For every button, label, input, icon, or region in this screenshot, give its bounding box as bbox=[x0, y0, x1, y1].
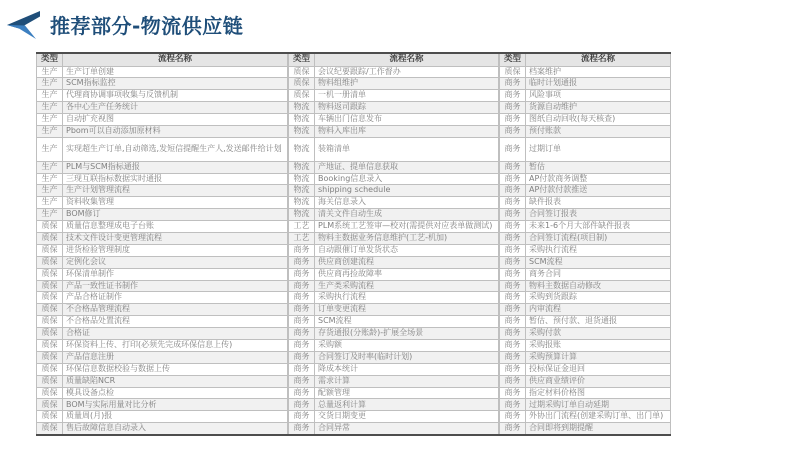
process-name-cell: 质量缺陷NCR bbox=[63, 375, 288, 387]
process-name-cell: 档案维护 bbox=[526, 66, 671, 78]
table-row bbox=[37, 351, 288, 363]
table-row bbox=[500, 197, 671, 209]
process-name-cell: 生产类采购流程 bbox=[315, 280, 499, 292]
table-row bbox=[37, 173, 288, 185]
table-row bbox=[289, 340, 499, 352]
type-cell: 商务 bbox=[289, 387, 315, 399]
type-cell: 商务 bbox=[500, 173, 526, 185]
table-row bbox=[500, 292, 671, 304]
table-row bbox=[500, 423, 671, 435]
type-cell: 质保 bbox=[37, 363, 63, 375]
type-cell: 生产 bbox=[37, 197, 63, 209]
process-name-cell: PLM与SCM指标通报 bbox=[63, 161, 288, 173]
header-row bbox=[37, 53, 288, 66]
process-name-cell: 商务合同 bbox=[526, 268, 671, 280]
process-name-cell: 合同签订报表 bbox=[526, 209, 671, 221]
type-cell: 商务 bbox=[500, 161, 526, 173]
table-row bbox=[289, 387, 499, 399]
process-name-cell: 合同即将到期提醒 bbox=[526, 423, 671, 435]
type-cell: 物流 bbox=[289, 137, 315, 161]
table-row bbox=[289, 161, 499, 173]
process-name-cell: AP付款付款推送 bbox=[526, 185, 671, 197]
table-row bbox=[37, 161, 288, 173]
table-row bbox=[289, 292, 499, 304]
type-cell: 质保 bbox=[37, 423, 63, 435]
table-row bbox=[500, 232, 671, 244]
process-name-cell: 缺件报表 bbox=[526, 197, 671, 209]
table-row bbox=[500, 209, 671, 221]
table-row bbox=[37, 363, 288, 375]
process-name-cell: 暂估 bbox=[526, 161, 671, 173]
type-cell: 商务 bbox=[500, 363, 526, 375]
table-row bbox=[289, 304, 499, 316]
type-cell: 生产 bbox=[37, 90, 63, 102]
process-name-cell: Pbom可以自动添加原材料 bbox=[63, 125, 288, 137]
type-cell: 质保 bbox=[37, 375, 63, 387]
process-name-cell: 物料返司跟踪 bbox=[315, 102, 499, 114]
type-cell: 质保 bbox=[37, 280, 63, 292]
type-cell: 质保 bbox=[289, 66, 315, 78]
table-row bbox=[289, 232, 499, 244]
process-name-cell: 过期订单 bbox=[526, 137, 671, 161]
process-name-cell: shipping schedule bbox=[315, 185, 499, 197]
table-row bbox=[500, 125, 671, 137]
process-name-cell: 未来1-6个月大部件缺件报表 bbox=[526, 221, 671, 233]
table-row bbox=[37, 375, 288, 387]
process-name-cell: 图纸自动回收(每天核查) bbox=[526, 114, 671, 126]
process-name-cell: 交货日期变更 bbox=[315, 411, 499, 423]
type-cell: 质保 bbox=[289, 78, 315, 90]
process-table-3 bbox=[499, 52, 671, 436]
type-cell: 质保 bbox=[37, 411, 63, 423]
process-name-cell: 质量信息整理成电子台账 bbox=[63, 221, 288, 233]
type-cell: 质保 bbox=[37, 340, 63, 352]
type-cell: 商务 bbox=[500, 221, 526, 233]
table-row bbox=[289, 125, 499, 137]
type-cell: 生产 bbox=[37, 209, 63, 221]
page-title: 推荐部分-物流供应链 bbox=[50, 14, 244, 38]
type-cell: 工艺 bbox=[289, 232, 315, 244]
process-name-cell: 合同签订流程(项目制) bbox=[526, 232, 671, 244]
process-name-cell: SCM指标监控 bbox=[63, 78, 288, 90]
table-row bbox=[37, 387, 288, 399]
table-row bbox=[289, 114, 499, 126]
process-name-cell: 采购付款 bbox=[526, 328, 671, 340]
type-cell: 商务 bbox=[289, 351, 315, 363]
type-cell: 质保 bbox=[37, 256, 63, 268]
type-cell: 质保 bbox=[37, 351, 63, 363]
type-cell: 物流 bbox=[289, 209, 315, 221]
table-row bbox=[289, 90, 499, 102]
table-row bbox=[500, 268, 671, 280]
process-name-cell: 一机一册清单 bbox=[315, 90, 499, 102]
process-name-cell: 自动跟催订单发货状态 bbox=[315, 244, 499, 256]
table-row bbox=[289, 78, 499, 90]
process-name-cell: 实现超生产订单,自动筛选,发短信提醒生产人,发送邮件给计划 bbox=[63, 137, 288, 161]
table-row bbox=[289, 316, 499, 328]
type-cell: 生产 bbox=[37, 78, 63, 90]
type-cell: 质保 bbox=[37, 221, 63, 233]
table-row bbox=[289, 268, 499, 280]
table-row bbox=[289, 399, 499, 411]
table-row bbox=[500, 244, 671, 256]
table-row bbox=[37, 304, 288, 316]
table-row bbox=[500, 363, 671, 375]
type-cell: 商务 bbox=[289, 292, 315, 304]
type-cell: 物流 bbox=[289, 161, 315, 173]
type-cell: 商务 bbox=[289, 328, 315, 340]
process-name-cell: 风险事项 bbox=[526, 90, 671, 102]
table-row bbox=[500, 66, 671, 78]
process-name-cell: 预付账款 bbox=[526, 125, 671, 137]
type-cell: 质保 bbox=[289, 90, 315, 102]
process-name-cell: 订单变更流程 bbox=[315, 304, 499, 316]
table-row bbox=[289, 102, 499, 114]
process-name-cell: 投标保证金退回 bbox=[526, 363, 671, 375]
process-name-column-header: 流程名称 bbox=[63, 53, 288, 66]
process-name-cell: 采购执行流程 bbox=[526, 244, 671, 256]
table-row bbox=[289, 185, 499, 197]
process-name-column-header: 流程名称 bbox=[315, 53, 499, 66]
type-cell: 商务 bbox=[289, 340, 315, 352]
table-row bbox=[500, 328, 671, 340]
type-cell: 质保 bbox=[37, 292, 63, 304]
type-cell: 物流 bbox=[289, 185, 315, 197]
process-name-cell: 售后故障信息自动录入 bbox=[63, 423, 288, 435]
process-name-cell: 代理商协调事项收集与反馈机制 bbox=[63, 90, 288, 102]
table-row bbox=[37, 399, 288, 411]
process-name-cell: 供应商再捡故障率 bbox=[315, 268, 499, 280]
type-cell: 生产 bbox=[37, 125, 63, 137]
table-row bbox=[500, 411, 671, 423]
process-name-cell: 生产订单创建 bbox=[63, 66, 288, 78]
type-cell: 商务 bbox=[500, 292, 526, 304]
table-row bbox=[500, 90, 671, 102]
table-row bbox=[289, 137, 499, 161]
type-cell: 商务 bbox=[289, 411, 315, 423]
type-cell: 商务 bbox=[500, 316, 526, 328]
process-name-cell: 产品一致性证书制作 bbox=[63, 280, 288, 292]
type-cell: 工艺 bbox=[289, 221, 315, 233]
process-name-cell: 配额管理 bbox=[315, 387, 499, 399]
process-name-cell: 三现互联指标数据实时通报 bbox=[63, 173, 288, 185]
table-row bbox=[500, 161, 671, 173]
process-name-cell: 海关信息录入 bbox=[315, 197, 499, 209]
type-cell: 质保 bbox=[37, 304, 63, 316]
type-cell: 商务 bbox=[289, 280, 315, 292]
process-name-cell: BOM与实际用量对比分析 bbox=[63, 399, 288, 411]
table-row bbox=[500, 185, 671, 197]
type-cell: 商务 bbox=[500, 375, 526, 387]
type-column-header: 类型 bbox=[289, 53, 315, 66]
type-cell: 质保 bbox=[37, 387, 63, 399]
table-row bbox=[37, 90, 288, 102]
process-name-cell: 各中心生产任务统计 bbox=[63, 102, 288, 114]
process-name-cell: PLM系统工艺签审—校对(需提供对应表单做测试) bbox=[315, 221, 499, 233]
type-cell: 生产 bbox=[37, 173, 63, 185]
table-row bbox=[37, 114, 288, 126]
process-name-cell: 会议纪要跟踪/工作督办 bbox=[315, 66, 499, 78]
process-name-cell: 存货通报(分账龄)-扩展全场景 bbox=[315, 328, 499, 340]
process-name-cell: AP付款商务调整 bbox=[526, 173, 671, 185]
type-cell: 商务 bbox=[500, 137, 526, 161]
process-name-cell: 采购执行流程 bbox=[315, 292, 499, 304]
process-name-cell: 环保资料上传、打印(必须先完成环保信息上传) bbox=[63, 340, 288, 352]
process-table-2 bbox=[288, 52, 499, 436]
process-name-cell: 环保清单制作 bbox=[63, 268, 288, 280]
table-row bbox=[500, 173, 671, 185]
table-row bbox=[37, 185, 288, 197]
process-name-cell: 定例化会议 bbox=[63, 256, 288, 268]
process-name-cell: 进货检验管理制度 bbox=[63, 244, 288, 256]
process-name-cell: 临时计划通报 bbox=[526, 78, 671, 90]
table-row bbox=[500, 280, 671, 292]
process-name-cell: 装箱清单 bbox=[315, 137, 499, 161]
type-cell: 商务 bbox=[500, 411, 526, 423]
type-cell: 商务 bbox=[289, 304, 315, 316]
table-row bbox=[500, 375, 671, 387]
table-row bbox=[37, 221, 288, 233]
table-row bbox=[37, 232, 288, 244]
process-name-cell: 产品合格证制作 bbox=[63, 292, 288, 304]
table-row bbox=[37, 292, 288, 304]
type-cell: 商务 bbox=[289, 316, 315, 328]
type-cell: 商务 bbox=[500, 423, 526, 435]
process-name-cell: 车辆出门信息发布 bbox=[315, 114, 499, 126]
type-cell: 商务 bbox=[500, 268, 526, 280]
type-cell: 生产 bbox=[37, 66, 63, 78]
process-name-cell: 生产计划管理流程 bbox=[63, 185, 288, 197]
type-cell: 物流 bbox=[289, 102, 315, 114]
slide-header bbox=[6, 10, 243, 39]
process-name-cell: 需求计算 bbox=[315, 375, 499, 387]
process-table-1 bbox=[36, 52, 288, 436]
type-cell: 商务 bbox=[289, 423, 315, 435]
type-cell: 质保 bbox=[500, 66, 526, 78]
table-row bbox=[500, 399, 671, 411]
process-name-cell: 资料收集管理 bbox=[63, 197, 288, 209]
process-name-cell: 采购预算计算 bbox=[526, 351, 671, 363]
type-cell: 商务 bbox=[500, 399, 526, 411]
process-name-cell: 过期采购订单自动延期 bbox=[526, 399, 671, 411]
process-name-cell: 清关文件自动生成 bbox=[315, 209, 499, 221]
type-cell: 生产 bbox=[37, 185, 63, 197]
table-row bbox=[37, 125, 288, 137]
process-name-cell: 模具设备点检 bbox=[63, 387, 288, 399]
process-name-cell: BOM修订 bbox=[63, 209, 288, 221]
process-name-cell: 总量返利计算 bbox=[315, 399, 499, 411]
process-name-column-header: 流程名称 bbox=[526, 53, 671, 66]
type-cell: 质保 bbox=[37, 399, 63, 411]
table-row bbox=[37, 209, 288, 221]
type-cell: 物流 bbox=[289, 125, 315, 137]
table-row bbox=[500, 102, 671, 114]
table-row bbox=[289, 363, 499, 375]
process-tables bbox=[36, 52, 671, 436]
type-cell: 物流 bbox=[289, 114, 315, 126]
process-name-cell: 暂估、预付款、退货通报 bbox=[526, 316, 671, 328]
process-name-cell: 指定材料价格图 bbox=[526, 387, 671, 399]
table-row bbox=[289, 244, 499, 256]
process-name-cell: 产地证、提单信息获取 bbox=[315, 161, 499, 173]
process-name-cell: 采购报账 bbox=[526, 340, 671, 352]
table-row bbox=[289, 221, 499, 233]
process-name-cell: 采购到货跟踪 bbox=[526, 292, 671, 304]
table-row bbox=[289, 328, 499, 340]
process-name-cell: 不合格品管理流程 bbox=[63, 304, 288, 316]
type-cell: 商务 bbox=[500, 256, 526, 268]
process-name-cell: 质量周(月)报 bbox=[63, 411, 288, 423]
table-row bbox=[500, 340, 671, 352]
type-cell: 质保 bbox=[37, 244, 63, 256]
type-cell: 商务 bbox=[500, 340, 526, 352]
table-row bbox=[37, 411, 288, 423]
type-cell: 质保 bbox=[37, 268, 63, 280]
process-name-cell: SCM流程 bbox=[526, 256, 671, 268]
type-cell: 物流 bbox=[289, 197, 315, 209]
table-row bbox=[289, 411, 499, 423]
table-row bbox=[37, 137, 288, 161]
process-name-cell: 内审流程 bbox=[526, 304, 671, 316]
type-cell: 商务 bbox=[500, 351, 526, 363]
process-name-cell: 物料主数据自动修改 bbox=[526, 280, 671, 292]
process-name-cell: 自动扩充视图 bbox=[63, 114, 288, 126]
table-row bbox=[500, 304, 671, 316]
table-row bbox=[37, 256, 288, 268]
table-row bbox=[500, 351, 671, 363]
type-cell: 质保 bbox=[37, 316, 63, 328]
process-name-cell: 合同异常 bbox=[315, 423, 499, 435]
process-name-cell: 外协出门流程(创建采购订单、出门单) bbox=[526, 411, 671, 423]
type-cell: 商务 bbox=[289, 375, 315, 387]
table-row bbox=[289, 209, 499, 221]
type-cell: 生产 bbox=[37, 114, 63, 126]
process-name-cell: 降成本统计 bbox=[315, 363, 499, 375]
process-name-cell: 不合格品处置流程 bbox=[63, 316, 288, 328]
process-name-cell: 产品信息注册 bbox=[63, 351, 288, 363]
table-row bbox=[37, 78, 288, 90]
type-cell: 商务 bbox=[500, 197, 526, 209]
table-row bbox=[500, 114, 671, 126]
table-row bbox=[37, 280, 288, 292]
process-name-cell: 技术文件设计变更管理流程 bbox=[63, 232, 288, 244]
process-name-cell: 环保信息数据校验与数据上传 bbox=[63, 363, 288, 375]
process-name-cell: SCM流程 bbox=[315, 316, 499, 328]
type-cell: 生产 bbox=[37, 137, 63, 161]
table-row bbox=[500, 137, 671, 161]
process-name-cell: Booking信息录入 bbox=[315, 173, 499, 185]
table-row bbox=[37, 102, 288, 114]
type-cell: 商务 bbox=[289, 399, 315, 411]
table-row bbox=[289, 256, 499, 268]
table-row bbox=[289, 351, 499, 363]
table-row bbox=[289, 66, 499, 78]
header-row bbox=[500, 53, 671, 66]
table-row bbox=[289, 197, 499, 209]
type-cell: 商务 bbox=[500, 102, 526, 114]
type-cell: 商务 bbox=[500, 114, 526, 126]
type-cell: 商务 bbox=[500, 209, 526, 221]
type-column-header: 类型 bbox=[500, 53, 526, 66]
type-cell: 商务 bbox=[500, 244, 526, 256]
type-cell: 质保 bbox=[37, 328, 63, 340]
back-chevron-icon bbox=[6, 11, 42, 39]
type-cell: 物流 bbox=[289, 173, 315, 185]
process-name-cell: 采购额 bbox=[315, 340, 499, 352]
type-cell: 生产 bbox=[37, 102, 63, 114]
table-row bbox=[37, 340, 288, 352]
type-cell: 质保 bbox=[37, 232, 63, 244]
type-cell: 商务 bbox=[500, 304, 526, 316]
type-cell: 商务 bbox=[500, 280, 526, 292]
table-row bbox=[500, 316, 671, 328]
table-row bbox=[37, 423, 288, 435]
process-name-cell: 供应商创建流程 bbox=[315, 256, 499, 268]
type-column-header: 类型 bbox=[37, 53, 63, 66]
process-name-cell: 物料入库出库 bbox=[315, 125, 499, 137]
process-name-cell: 货源自动维护 bbox=[526, 102, 671, 114]
table-row bbox=[37, 316, 288, 328]
type-cell: 商务 bbox=[289, 363, 315, 375]
table-row bbox=[500, 387, 671, 399]
type-cell: 商务 bbox=[500, 387, 526, 399]
table-row bbox=[289, 280, 499, 292]
header-row bbox=[289, 53, 499, 66]
process-name-cell: 合同签订及时率(临时计划) bbox=[315, 351, 499, 363]
type-cell: 商务 bbox=[500, 90, 526, 102]
table-row bbox=[500, 256, 671, 268]
process-name-cell: 合格证 bbox=[63, 328, 288, 340]
table-row bbox=[37, 197, 288, 209]
type-cell: 商务 bbox=[500, 328, 526, 340]
type-cell: 商务 bbox=[500, 78, 526, 90]
table-row bbox=[37, 328, 288, 340]
table-row bbox=[289, 173, 499, 185]
type-cell: 商务 bbox=[289, 244, 315, 256]
table-row bbox=[500, 78, 671, 90]
table-row bbox=[37, 244, 288, 256]
table-row bbox=[37, 268, 288, 280]
process-name-cell: 供应商业绩评价 bbox=[526, 375, 671, 387]
table-row bbox=[289, 423, 499, 435]
table-row bbox=[37, 66, 288, 78]
process-name-cell: 物料主数据业务信息维护(工艺-机加) bbox=[315, 232, 499, 244]
type-cell: 商务 bbox=[289, 256, 315, 268]
type-cell: 商务 bbox=[500, 232, 526, 244]
process-name-cell: 物料组维护 bbox=[315, 78, 499, 90]
type-cell: 商务 bbox=[500, 185, 526, 197]
table-row bbox=[289, 375, 499, 387]
type-cell: 商务 bbox=[500, 125, 526, 137]
type-cell: 商务 bbox=[289, 268, 315, 280]
table-row bbox=[500, 221, 671, 233]
type-cell: 生产 bbox=[37, 161, 63, 173]
